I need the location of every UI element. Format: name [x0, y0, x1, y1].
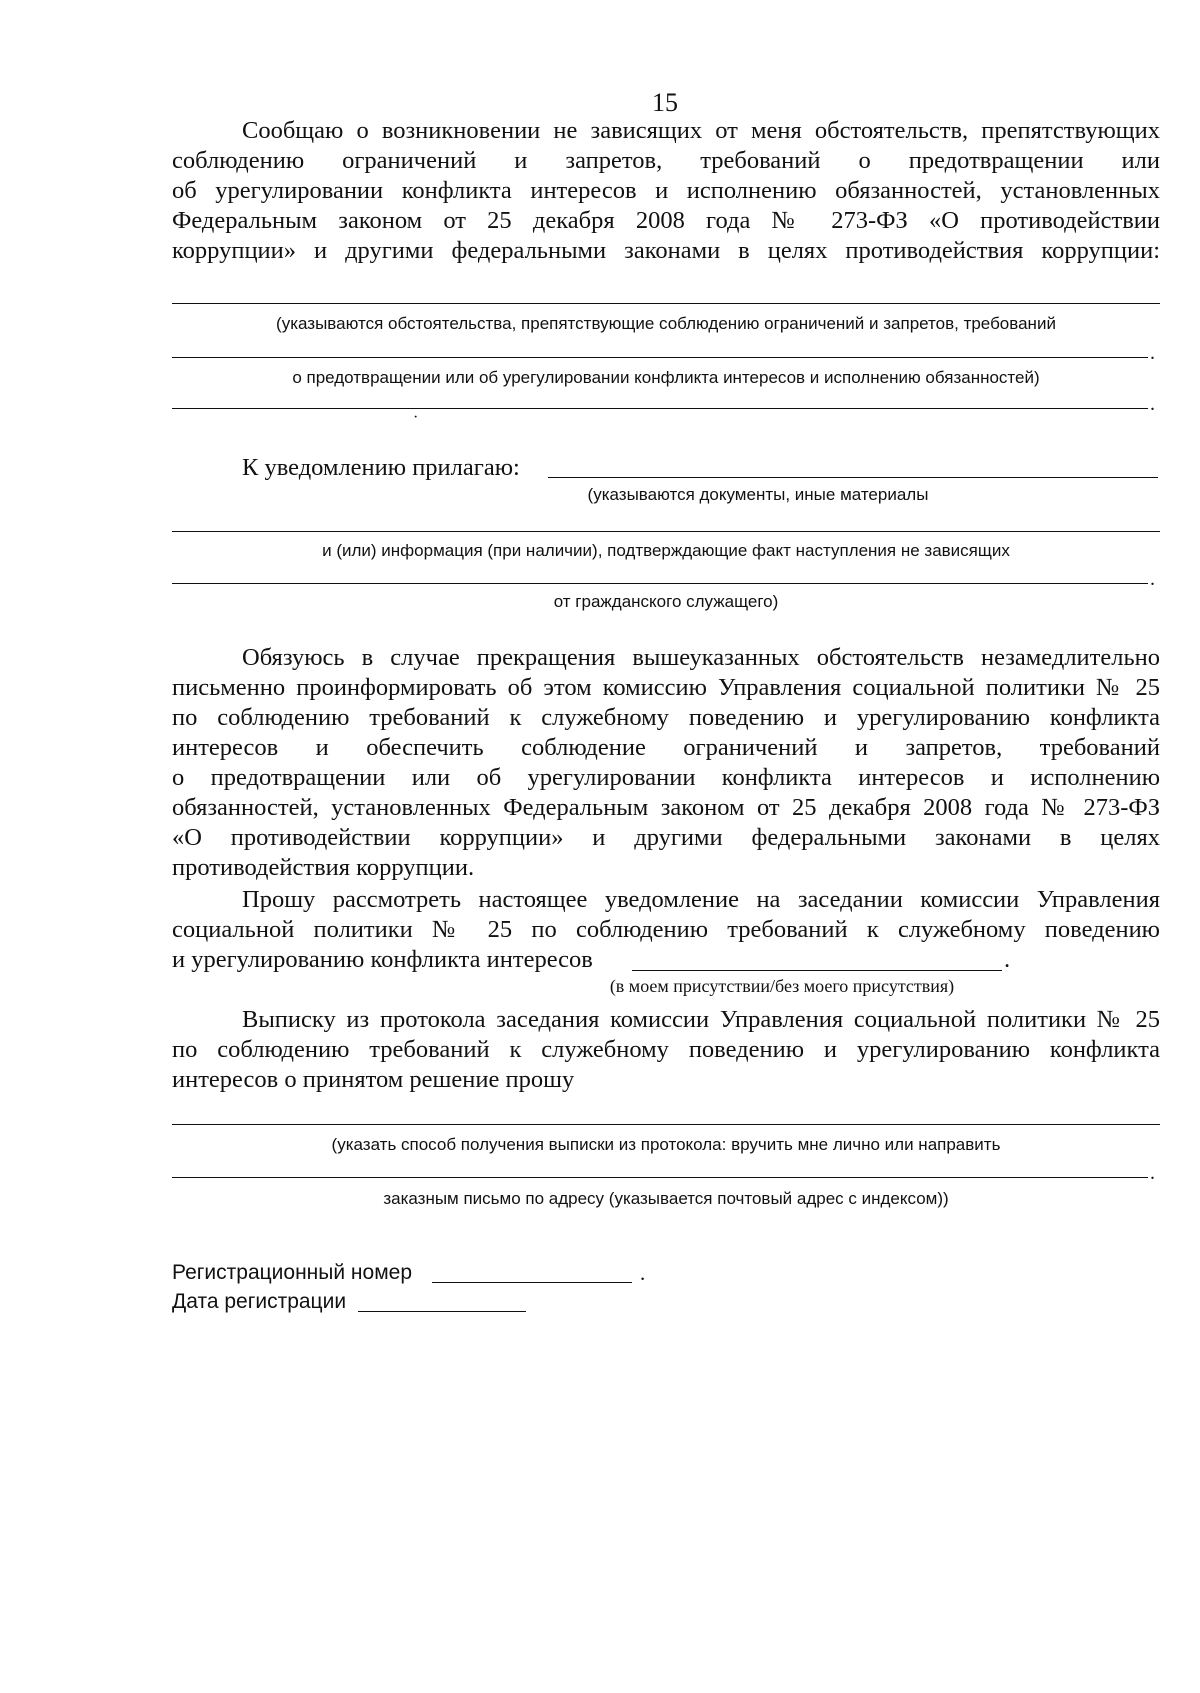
extract-line-3: интересов о принятом решение прошу [172, 1066, 575, 1093]
request-line-2: социальной политики № 25 по соблюдению требований к служебному поведению [172, 916, 1160, 943]
obligation-line-2: письменно проинформировать об этом комиссию Управления социальной политики № 25 [172, 674, 1160, 701]
scan-speck: · [413, 409, 419, 426]
obligation-line-3: по соблюдению требований к служебному поведению и урегулированию конфликта [172, 704, 1160, 731]
page-number: 15 [652, 88, 678, 117]
period-mark: . [640, 1261, 646, 1285]
extract-method-line-2[interactable] [172, 1177, 1148, 1178]
period-mark: . [1004, 946, 1011, 973]
circumstances-line-2[interactable] [172, 357, 1148, 358]
attach-note-1: (указываются документы, иные материалы [587, 485, 929, 504]
obligation-line-4: интересов и обеспечить соблюдение ограничений и запретов, требований [172, 734, 1160, 761]
circumstances-note-2: о предотвращении или об урегулировании конфликта интересов и исполнению обязанностей) [292, 368, 1040, 387]
period-mark: . [1150, 568, 1155, 590]
presence-field[interactable] [632, 970, 1002, 971]
registration-date-field[interactable] [358, 1311, 526, 1312]
attach-label: К уведомлению прилагаю: [242, 454, 520, 481]
attach-note-2: и (или) информация (при наличии), подтверждающие факт наступления не зависящих [322, 541, 1010, 560]
circumstances-line-1[interactable] [172, 303, 1160, 304]
request-line-3: и урегулированию конфликта интересов [172, 946, 593, 973]
extract-note-1: (указать способ получения выписки из протокола: вручить мне лично или направить [331, 1135, 1001, 1154]
period-mark: . [1150, 1162, 1155, 1184]
extract-note-2: заказным письмо по адресу (указывается почтовый адрес с индексом)) [383, 1189, 949, 1208]
intro-line-2: соблюдению ограничений и запретов, требований о предотвращении или [172, 147, 1160, 174]
obligation-line-5: о предотвращении или об урегулировании конфликта интересов и исполнению [172, 764, 1160, 791]
obligation-line-7: «О противодействии коррупции» и другими федеральными законами в целях [172, 824, 1160, 851]
obligation-line-1: Обязуюсь в случае прекращения вышеуказанных обстоятельств незамедлительно [242, 644, 1160, 671]
attachments-line-1[interactable] [548, 477, 1158, 478]
attachments-line-3[interactable] [172, 583, 1148, 584]
period-mark: . [1150, 393, 1155, 415]
obligation-line-6: обязанностей, установленных Федеральным законом от 25 декабря 2008 года № 273-ФЗ [172, 794, 1160, 821]
intro-line-3: об урегулировании конфликта интересов и исполнению обязанностей, установленных [172, 177, 1160, 204]
intro-line-4: Федеральным законом от 25 декабря 2008 года № 273-ФЗ «О противодействии [172, 207, 1160, 234]
extract-method-line-1[interactable] [172, 1124, 1160, 1125]
intro-line-5: коррупции» и другими федеральными законами в целях противодействия коррупции: [172, 237, 1160, 264]
registration-date-label: Дата регистрации [172, 1290, 347, 1313]
request-line-1: Прошу рассмотреть настоящее уведомление на заседании комиссии Управления [242, 886, 1160, 913]
extract-line-1: Выписку из протокола заседания комиссии Управления социальной политики № 25 [242, 1006, 1160, 1033]
circumstances-note-1: (указываются обстоятельства, препятствующие соблюдению ограничений и запретов, требований [276, 314, 1056, 333]
attach-note-3: от гражданского служащего) [553, 592, 779, 611]
attachments-line-2[interactable] [172, 531, 1160, 532]
circumstances-line-3[interactable] [172, 408, 1148, 409]
intro-line-1: Сообщаю о возникновении не зависящих от меня обстоятельств, препятствующих [242, 117, 1160, 144]
registration-number-field[interactable] [432, 1282, 632, 1283]
presence-note: (в моем присутствии/без моего присутствия) [609, 976, 955, 996]
extract-line-2: по соблюдению требований к служебному поведению и урегулированию конфликта [172, 1036, 1160, 1063]
obligation-line-8: противодействия коррупции. [172, 854, 475, 881]
registration-number-label: Регистрационный номер [172, 1261, 412, 1284]
period-mark: . [1150, 342, 1155, 364]
